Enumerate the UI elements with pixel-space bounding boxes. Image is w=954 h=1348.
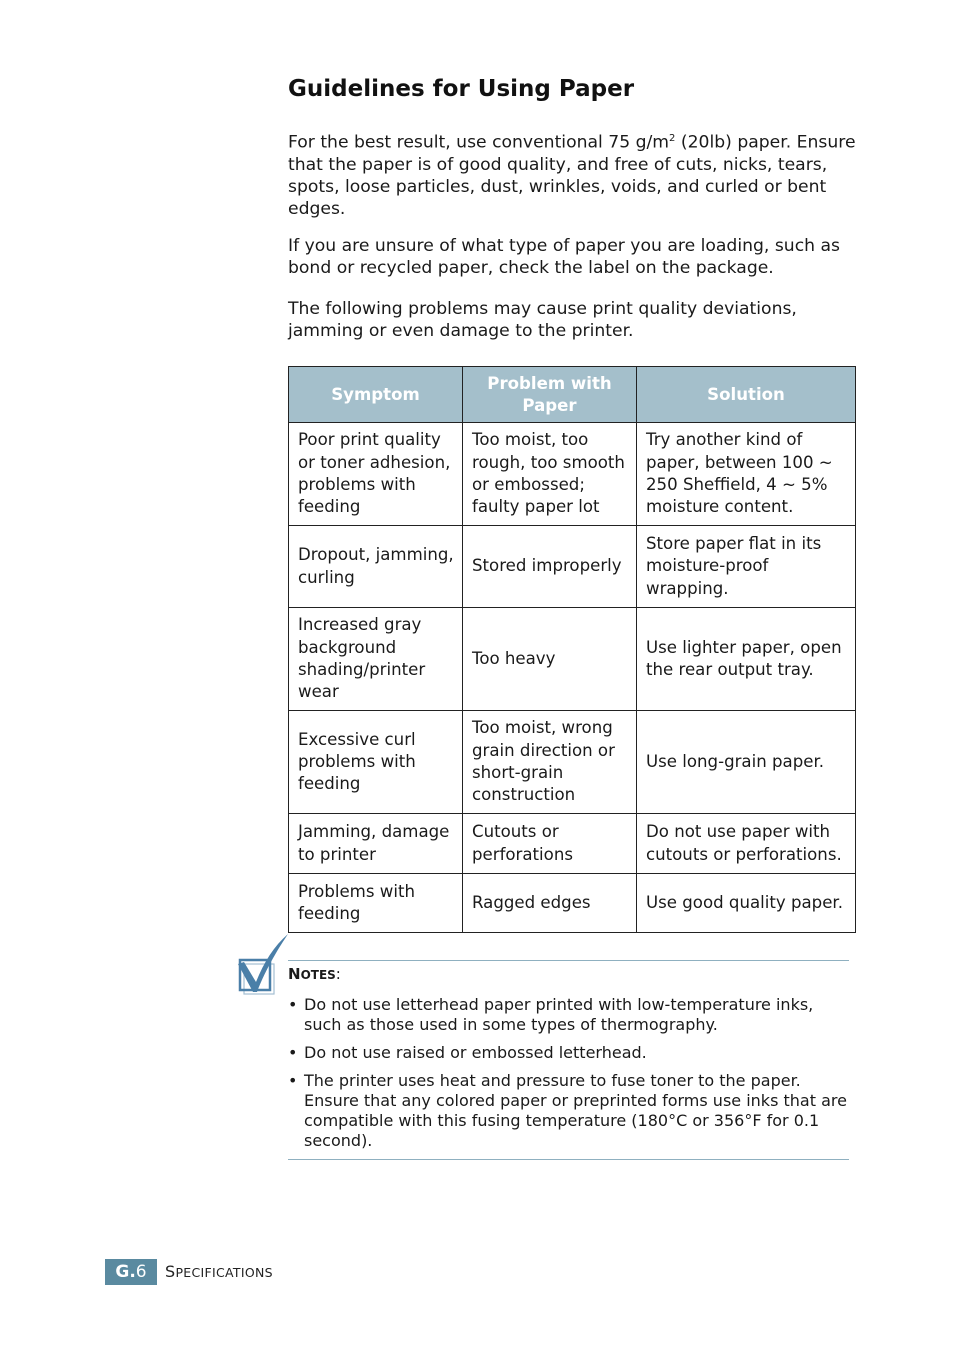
page-number-badge: G.6 [105,1259,157,1285]
cell-symptom: Poor print quality or toner adhesion, problems with feeding [289,423,463,526]
cell-problem: Too moist, wrong grain direction or short-grain construction [463,711,637,814]
notes-list [288,995,850,1159]
cell-solution: Use long-grain paper. [637,711,856,814]
list-item: • Do not use raised or embossed letterhead. [288,1043,850,1063]
cell-symptom: Dropout, jamming, curling [289,526,463,608]
cell-problem: Too heavy [463,608,637,711]
page-title: Guidelines for Using Paper [288,76,635,102]
table-row [289,711,856,814]
header-solution: Solution [637,367,856,423]
table-row [289,526,856,608]
intro-paragraph-2: If you are unsure of what type of paper you are loading, such as bond or recycled paper, check the label on the package. [288,236,840,278]
notes-heading: NOTES: [288,965,341,983]
cell-symptom: Increased gray background shading/printer wear [289,608,463,711]
cell-symptom: Jamming, damage to printer [289,814,463,874]
cell-solution: Use good quality paper. [637,874,856,933]
cell-problem: Ragged edges [463,874,637,933]
table-row [289,423,856,526]
intro-paragraph-3: The following problems may cause print quality deviations, jamming or even damage to the printer. [288,299,797,341]
cell-problem: Cutouts or perforations [463,814,637,874]
table-row [289,814,856,874]
cell-solution: Do not use paper with cutouts or perforations. [637,814,856,874]
cell-solution: Store paper flat in its moisture-proof wrapping. [637,526,856,608]
table-row [289,874,856,933]
cell-symptom: Excessive curl problems with feeding [289,711,463,814]
table-header-row [289,367,856,423]
cell-solution: Try another kind of paper, between 100 ~ 250 Sheffield, 4 ~ 5% moisture content. [637,423,856,526]
paper-problems-table [288,366,856,933]
cell-solution: Use lighter paper, open the rear output tray. [637,608,856,711]
checkmark-note-icon [236,932,290,996]
header-symptom: Symptom [289,367,463,423]
cell-symptom: Problems with feeding [289,874,463,933]
cell-problem: Stored improperly [463,526,637,608]
list-item: • The printer uses heat and pressure to fuse toner to the paper. Ensure that any colored paper or preprinted forms use inks that are compatible with this fusing temperature (180°C or 356°F for 0.1 second). [288,1071,850,1151]
table-row [289,608,856,711]
notes-top-rule [288,960,849,961]
header-problem: Problem with Paper [463,367,637,423]
section-label: SPECIFICATIONS [165,1262,273,1281]
intro-paragraph-1: For the best result, use conventional 75 $g/m^2$ (20lb) paper. Ensure that the paper is of good quality, and free of cuts, nicks, tears, spots, loose particles, dust, wrinkles, voids, and curled or bent edges. [288,132,856,219]
cell-problem: Too moist, too rough, too smooth or embossed; faulty paper lot [463,423,637,526]
list-item: • Do not use letterhead paper printed with low-temperature inks, such as those used in some types of thermography. [288,995,850,1035]
notes-bottom-rule [288,1159,849,1160]
